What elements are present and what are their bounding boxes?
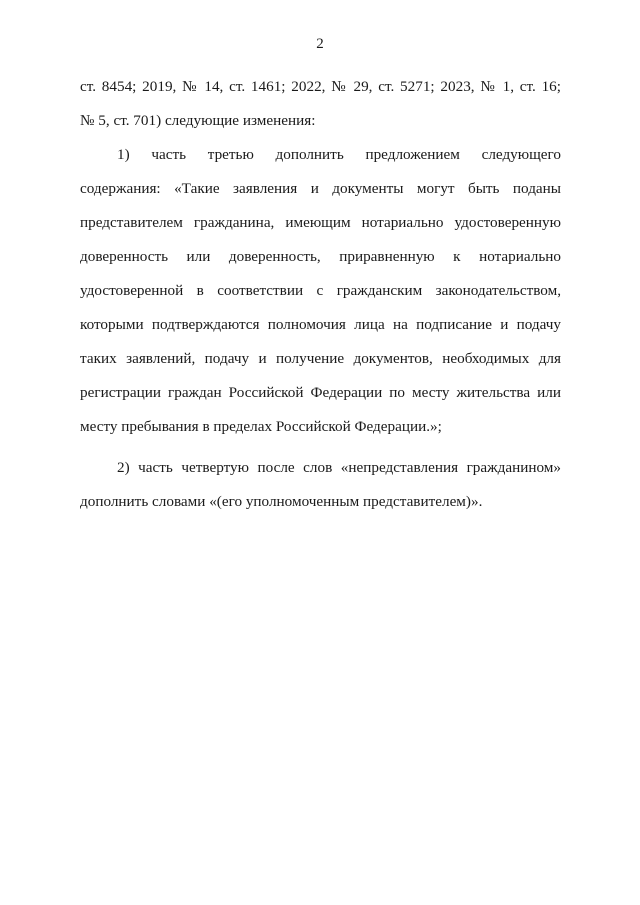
text-line: ст. 8454; 2019, № 14, ст. 1461; 2022, № 29, ст. 5271; 2023, № 1, ст. 16; (80, 78, 561, 95)
paragraph-item-2 (80, 451, 561, 519)
text-line: таких заявлений, подачу и получение документов, необходимых для (80, 350, 561, 367)
text-line: 1) часть третью дополнить предложением следующего (117, 146, 561, 163)
page-number: 2 (316, 36, 324, 52)
paragraph-item-1 (80, 138, 561, 444)
text-line: удостоверенной в соответствии с гражданским законодательством, (80, 282, 561, 299)
text-line: дополнить словами «(его уполномоченным представителем)». (80, 493, 483, 510)
text-line: которыми подтверждаются полномочия лица на подписание и подачу (80, 316, 561, 333)
paragraph-continuation (80, 70, 561, 138)
text-line: содержания: «Такие заявления и документы могут быть поданы (80, 180, 561, 197)
text-line: регистрации граждан Российской Федерации по месту жительства или (80, 384, 561, 401)
text-line: месту пребывания в пределах Российской Федерации.»; (80, 418, 442, 435)
text-line: представителем гражданина, имеющим нотариально удостоверенную (80, 214, 561, 231)
text-line: доверенность или доверенность, приравненную к нотариально (80, 248, 561, 265)
text-line: № 5, ст. 701) следующие изменения: (80, 112, 316, 129)
text-line: 2) часть четвертую после слов «непредставления гражданином» (117, 459, 561, 476)
